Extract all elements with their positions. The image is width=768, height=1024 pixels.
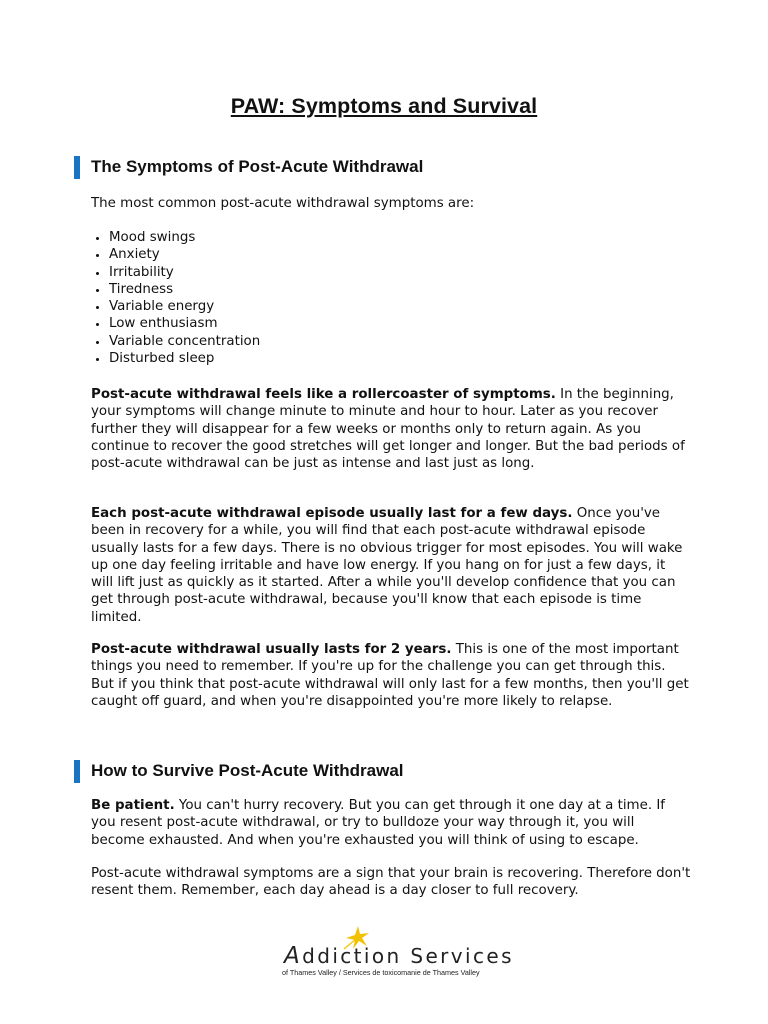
paragraph-body: You can't hurry recovery. But you can get through it one day at a time. If you resent post-acute withdrawal, or try to bulldoze your way through it, you will become exhausted. And when you're exhausted you will think of using to escape. [91, 798, 665, 848]
list-item: • Anxiety [109, 246, 260, 263]
paragraph-lead: Post-acute withdrawal usually lasts for 2 years. [91, 642, 452, 657]
paragraph-duration [91, 641, 691, 710]
addiction-services-logo [280, 925, 514, 981]
page-title: PAW: Symptoms and Survival [230, 94, 538, 118]
list-item: • Variable concentration [109, 333, 260, 350]
paragraph-lead: Be patient. [91, 798, 175, 813]
symptoms-list [91, 229, 260, 367]
section-heading-survive [74, 759, 404, 783]
list-item: • Low enthusiasm [109, 315, 260, 332]
paragraph-episode [91, 505, 691, 626]
logo-initial: A [284, 943, 303, 969]
paragraph-body: This is one of the most important things you need to remember. If you're up for the challenge you can get through this. But if you think that post-acute withdrawal will only last for a few months, then you'll get caught off guard, and when you're disappointed you're more likely to relapse. [91, 642, 689, 709]
paragraph-lead: Each post-acute withdrawal episode usually last for a few days. [91, 506, 573, 521]
paragraph-lead: Post-acute withdrawal feels like a rollercoaster of symptoms. [91, 387, 556, 402]
paragraph-rollercoaster [91, 386, 691, 472]
list-item: • Irritability [109, 264, 260, 281]
symptoms-intro: The most common post-acute withdrawal symptoms are: [91, 196, 475, 211]
logo-name: ddiction Services [302, 944, 514, 968]
paragraph-patient [91, 797, 691, 849]
logo-wordmark [284, 943, 514, 969]
section-heading-symptoms [74, 155, 423, 179]
section-accent-bar [74, 156, 80, 179]
list-item: • Disturbed sleep [109, 350, 260, 367]
list-item: • Variable energy [109, 298, 260, 315]
section-accent-bar [74, 760, 80, 783]
list-item: • Tiredness [109, 281, 260, 298]
paragraph-recovering: Post-acute withdrawal symptoms are a sign that your brain is recovering. Therefore don't resent them. Remember, each day ahead is a day closer to full recovery. [91, 866, 691, 899]
section-title: How to Survive Post-Acute Withdrawal [91, 761, 404, 780]
logo-subtitle: of Thames Valley / Services de toxicomanie de Thames Valley [282, 968, 480, 977]
paragraph-body: Once you've been in recovery for a while, you will find that each post-acute withdrawal episode usually lasts for a few days. There is no obvious trigger for most episodes. You will wake up one day feeling irritable and have low energy. If you hang on for just a few days, it will lift just as quickly as it started. After a while you'll develop confidence that you can get through post-acute withdrawal, because you'll know that each episode is time limited. [91, 506, 683, 625]
paragraph-body: In the beginning, your symptoms will change minute to minute and hour to hour. Later as you recover further they will disappear for a few weeks or months only to return again. As you continue to recover the good stretches will get longer and longer. But the bad periods of post-acute withdrawal can be just as intense and last just as long. [91, 387, 685, 472]
section-title: The Symptoms of Post-Acute Withdrawal [91, 157, 424, 176]
list-item: • Mood swings [109, 229, 260, 246]
